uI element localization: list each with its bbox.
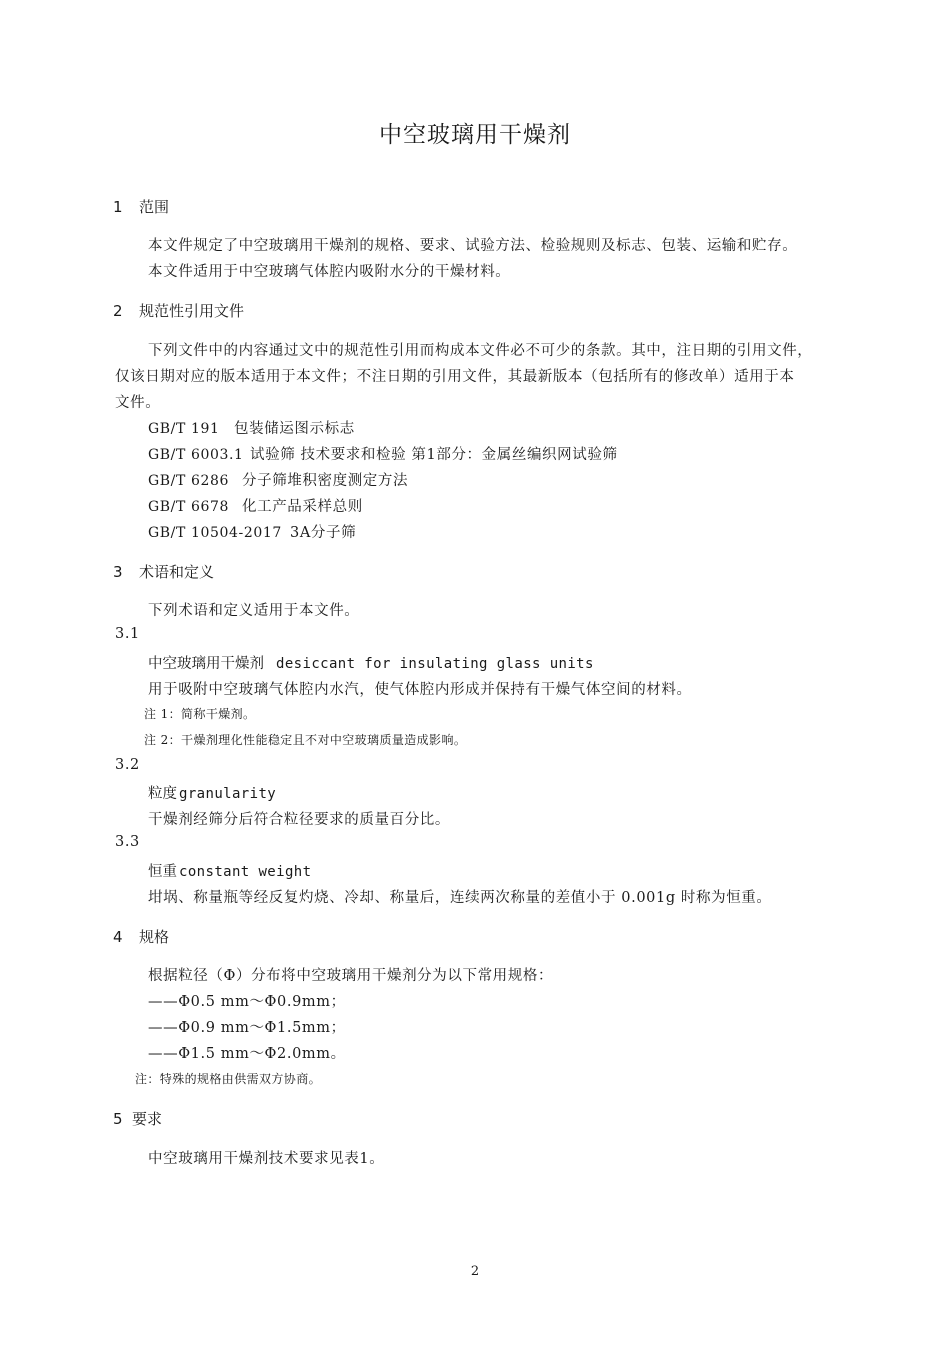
list-item: ——Φ0.5 mm～Φ0.9mm；	[148, 994, 346, 1010]
section-number: 4	[113, 928, 123, 946]
reference-item	[148, 443, 618, 464]
paragraph-line: 下列文件中的内容通过文中的规范性引用而构成本文件必不可少的条款。其中，注日期的引用文件，	[148, 343, 813, 359]
term-zh: 恒重	[148, 864, 177, 880]
term-zh: 粒度	[148, 786, 177, 802]
section-title: 规格	[139, 928, 170, 946]
reference-item	[148, 495, 363, 516]
reference-title: 3A分子筛	[290, 525, 357, 541]
reference-code: GB/T 6286	[148, 473, 230, 489]
list-item: ——Φ1.5 mm～Φ2.0mm。	[148, 1046, 346, 1062]
reference-title: 试验筛 技术要求和检验 第1部分：金属丝编织网试验筛	[250, 447, 618, 463]
note: 注：特殊的规格由供需双方协商。	[135, 1072, 322, 1086]
section-number: 5	[113, 1110, 123, 1128]
reference-title: 包装储运图示标志	[234, 421, 355, 437]
section-number: 1	[113, 198, 123, 216]
term-en: constant weight	[179, 864, 312, 880]
paragraph: 本文件适用于中空玻璃气体腔内吸附水分的干燥材料。	[148, 264, 511, 280]
paragraph: 本文件规定了中空玻璃用干燥剂的规格、要求、试验方法、检验规则及标志、包装、运输和贮存。	[148, 238, 798, 254]
note: 注 2：干燥剂理化性能稳定且不对中空玻璃质量造成影响。	[144, 733, 467, 747]
reference-code: GB/T 191	[148, 421, 220, 437]
paragraph: 根据粒径（Φ）分布将中空玻璃用干燥剂分为以下常用规格：	[148, 968, 554, 984]
reference-item	[148, 417, 355, 438]
paragraph: 下列术语和定义适用于本文件。	[148, 603, 360, 619]
reference-title: 分子筛堆积密度测定方法	[242, 473, 409, 489]
section-title: 术语和定义	[139, 563, 215, 581]
section-title: 规范性引用文件	[139, 302, 245, 320]
note: 注 1：简称干燥剂。	[144, 707, 256, 721]
term-number: 3.1	[115, 626, 140, 642]
term-heading	[148, 782, 276, 803]
section-number: 2	[113, 302, 123, 320]
term-heading	[148, 652, 594, 673]
section-number: 3	[113, 563, 123, 581]
list-item: ——Φ0.9 mm～Φ1.5mm；	[148, 1020, 346, 1036]
term-en: desiccant for insulating glass units	[276, 656, 594, 672]
section-4-heading	[113, 926, 169, 947]
term-zh: 中空玻璃用干燥剂	[148, 656, 264, 672]
reference-code: GB/T 6678	[148, 499, 230, 515]
paragraph: 中空玻璃用干燥剂技术要求见表1。	[148, 1151, 385, 1167]
term-definition: 坩埚、称量瓶等经反复灼烧、冷却、称量后，连续两次称量的差值小于 0.001g 时称为恒重。	[148, 890, 772, 906]
term-en: granularity	[179, 786, 277, 802]
term-number: 3.2	[115, 757, 140, 773]
term-definition: 干燥剂经筛分后符合粒径要求的质量百分比。	[148, 812, 450, 828]
term-definition: 用于吸附中空玻璃气体腔内水汽，使气体腔内形成并保持有干燥气体空间的材料。	[148, 682, 692, 698]
section-5-heading	[113, 1108, 162, 1129]
reference-item	[148, 521, 356, 542]
reference-code: GB/T 10504-2017	[148, 525, 282, 541]
page-number: 2	[470, 1264, 480, 1279]
reference-item	[148, 469, 408, 490]
section-title: 范围	[139, 198, 170, 216]
section-2-heading	[113, 300, 244, 321]
reference-code: GB/T 6003.1	[148, 447, 244, 463]
page-title: 中空玻璃用干燥剂	[379, 122, 571, 148]
term-heading	[148, 860, 311, 881]
term-number: 3.3	[115, 834, 140, 850]
section-3-heading	[113, 561, 214, 582]
reference-title: 化工产品采样总则	[242, 499, 363, 515]
section-1-heading	[113, 196, 169, 217]
paragraph-line: 仅该日期对应的版本适用于本文件；不注日期的引用文件，其最新版本（包括所有的修改单）适用于本	[115, 369, 795, 385]
paragraph-line: 文件。	[115, 395, 161, 411]
section-title: 要求	[132, 1110, 163, 1128]
